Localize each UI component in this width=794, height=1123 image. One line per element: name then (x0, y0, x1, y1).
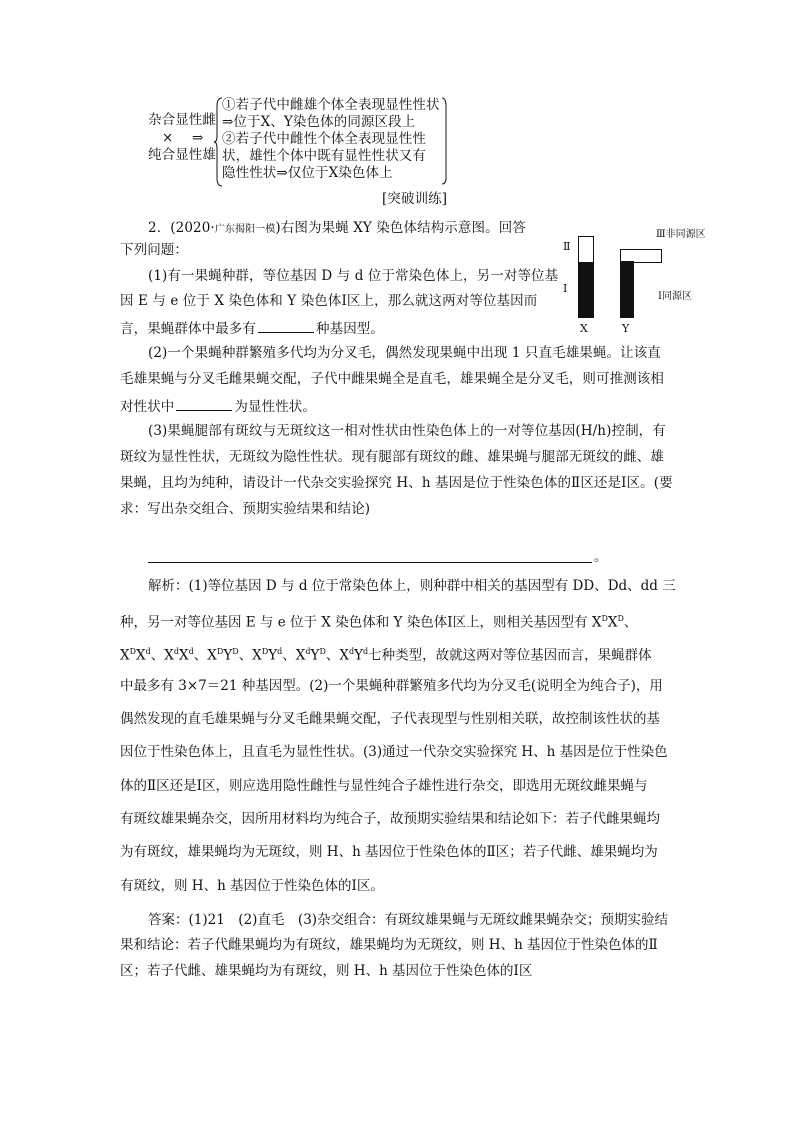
p3-line-1: (3)果蝇腿部有斑纹与无斑纹这一相对性状由性染色体上的一对等位基因(H/h)控制，有 (148, 423, 666, 439)
scheme-result-5: 隐性性状⇒仅位于X染色体上 (222, 165, 393, 181)
p3-line-4: 求：写出杂交组合、预期实验结果和结论) (120, 501, 371, 517)
p2-line-1: (2)一个果蝇种群繁殖多代均为分叉毛，偶然发现果蝇中出现 1 只直毛雄果蝇。让该直 (148, 345, 661, 361)
p1-line-2: 因 E 与 e 位于 X 染色体和 Y 染色体Ⅰ区上，那么就这两对等位基因而 (120, 293, 538, 309)
p2-line-3 (120, 396, 316, 416)
p1-line-3-a: 言，果蝇群体中最多有 (120, 321, 256, 337)
label-non-homologous: Ⅲ非同源区 (656, 229, 706, 240)
x-chromosome-region-II (578, 236, 594, 264)
p3-line-2: 斑纹为显性性状，无斑纹为隐性性状。现有腿部有斑纹的雌、雄果蝇与腿部无斑纹的雌、雄 (120, 449, 664, 465)
label-x: X (580, 322, 588, 335)
label-homologous: Ⅰ同源区 (658, 291, 692, 302)
analysis-line-1: 解析：(1)等位基因 D 与 d 位于常染色体上，则种群中相关的基因型有 DD、Dd、dd 三 (148, 578, 676, 594)
scheme-arrow: ⇒ (192, 130, 204, 146)
question-stem-text: 右图为果蝇 XY 染色体结构示意图。回答 (280, 220, 526, 236)
right-brace-icon (440, 96, 450, 186)
question-stem-line-1 (148, 219, 526, 239)
training-title: [突破训练] (382, 191, 448, 207)
question-source: 广东揭阳一模 (214, 224, 276, 235)
p1-line-1: (1)有一果蝇种群，等位基因 D 与 d 位于常染色体上，另一对等位基 (148, 268, 559, 284)
answer-line-2: 果和结论：若子代雌果蝇均为有斑纹，雄果蝇均为无斑纹，则 H、h 基因位于性染色体的Ⅱ (120, 937, 658, 953)
analysis-line-6: 因位于性染色体上，且直毛为显性性状。(3)通过一代杂交实验探究 H、h 基因是位于性染色 (120, 744, 668, 760)
x-chromosome-region-I (578, 262, 594, 318)
label-region-II: Ⅱ (563, 240, 571, 253)
p2-line-3-b: 为显性性状。 (234, 399, 317, 415)
analysis-line-9: 为有斑纹，雄果蝇均为无斑纹，则 H、h 基因位于性染色体的Ⅱ区；若子代雌、雄果蝇均为 (120, 844, 658, 860)
analysis-line-2-text: 种，另一对等位基因 E 与 e 位于 X 染色体和 Y 染色体Ⅰ区上，则相关基因型有 X (120, 614, 602, 631)
scheme-left-top: 杂合显性雌 (148, 112, 216, 128)
scheme-result-4: 状，雄性个体中既有显性性状又有 (222, 148, 426, 164)
p2-line-3-a: 对性状中 (120, 399, 175, 415)
p1-line-3-b: 种基因型。 (316, 321, 384, 337)
scheme-cross: × (162, 130, 174, 146)
analysis-line-8: 有斑纹雄果蝇杂交，因所用材料均为纯合子，故预期实验结果和结论如下：若子代雌果蝇均 (120, 811, 660, 827)
answer-line-1: 答案：(1)21 (2)直毛 (3)杂交组合：有斑纹雄果蝇与无斑纹雌果蝇杂交；预期实验结 (148, 912, 669, 928)
scheme-result-1: ①若子代中雌雄个体全表现显性性状 (222, 97, 440, 113)
analysis-line-3-text: 七种类型，故就这两对等位基因而言，果蝇群体 (368, 647, 652, 664)
p1-line-3 (120, 318, 384, 338)
question-number: 2． (148, 220, 171, 236)
answer-blank-1[interactable] (258, 318, 314, 333)
answer-blank-3[interactable] (148, 562, 592, 563)
p3-end-mark: 。 (594, 549, 608, 565)
answer-line-3: 区；若子代雌、雄果蝇均为有斑纹，则 H、h 基因位于性染色体的Ⅰ区 (120, 963, 533, 979)
analysis-line-5: 偶然发现的直毛雄果蝇与分叉毛雌果蝇交配，子代表现型与性别相关联，故控制该性状的基 (120, 711, 660, 727)
analysis-line-7: 体的Ⅱ区还是Ⅰ区，则应选用隐性雌性与显性纯合子雄性进行杂交，即选用无斑纹雌果蝇与 (120, 778, 648, 794)
analysis-line-3: $X^DX^d$、$X^dX^d$、$X^DY^D$、$X^DY^d$、$X^dY^D$、$X^dY^d$七种类型，故就这两对等位基因而言，果蝇群体 (120, 647, 652, 664)
p2-line-2: 毛雄果蝇与分叉毛雌果蝇交配，子代中雌果蝇全是直毛，雄果蝇全是分叉毛，则可推测该相 (120, 371, 664, 387)
analysis-line-10: 有斑纹，则 H、h 基因位于性染色体的Ⅰ区。 (120, 878, 384, 894)
question-source-open: (2020· (170, 220, 215, 236)
label-y: Y (622, 322, 630, 335)
y-chromosome-region-I (620, 261, 634, 318)
analysis-line-4: 中最多有 3×7＝21 种基因型。(2)一个果蝇种群繁殖多代均为分叉毛(说明全为纯合子)，用 (120, 678, 663, 694)
analysis-line-2: 种，另一对等位基因 E 与 e 位于 X 染色体和 Y 染色体Ⅰ区上，则相关基因型有 $X^DX^D$、 (120, 614, 638, 631)
p3-line-3: 果蝇，且均为纯种，请设计一代杂交实验探究 H、h 基因是位于性染色体的Ⅱ区还是Ⅰ区。(要 (120, 475, 673, 491)
answer-blank-2[interactable] (176, 396, 232, 411)
label-region-I: Ⅰ (563, 282, 568, 295)
scheme-result-3: ②若子代中雌性个体全表现显性性 (222, 131, 426, 147)
scheme-result-2: ⇒位于X、Y染色体的同源区段上 (222, 114, 416, 130)
question-stem-line-2: 下列问题： (120, 242, 188, 258)
question-source-close: ) (275, 220, 281, 236)
scheme-left-bottom: 纯合显性雄 (148, 147, 216, 163)
